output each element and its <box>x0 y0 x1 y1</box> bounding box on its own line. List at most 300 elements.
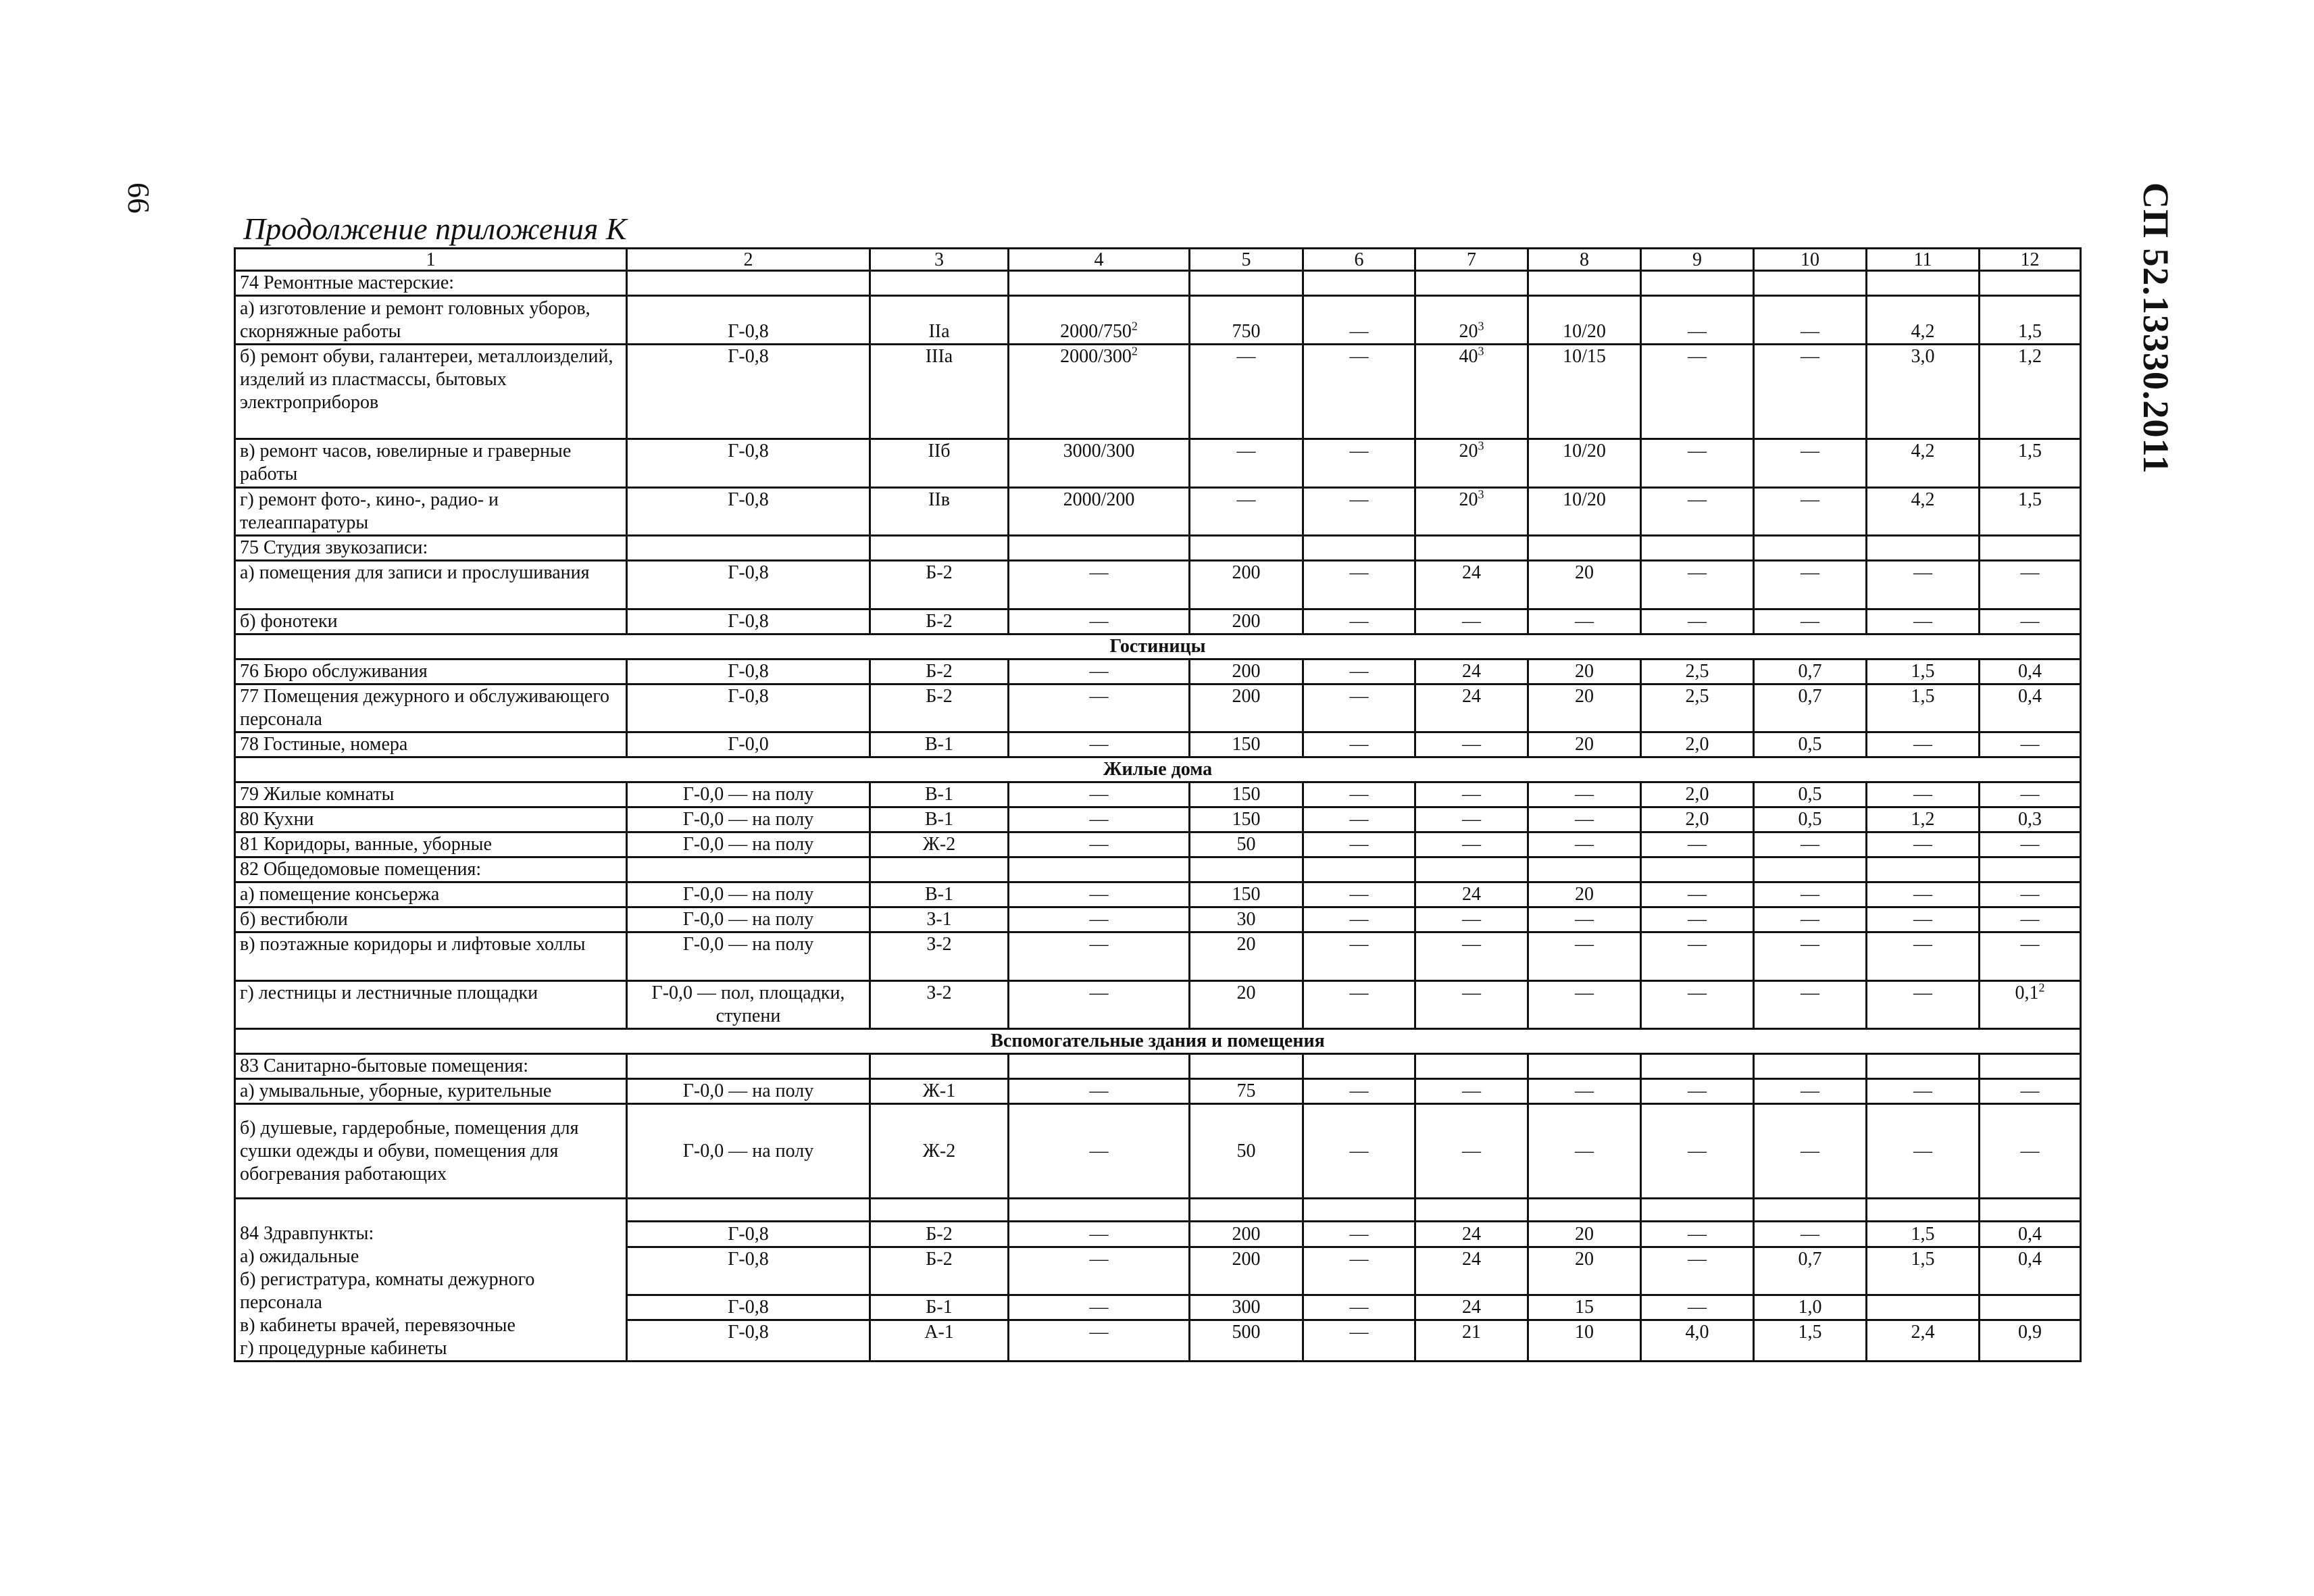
cell-col-12 <box>1980 832 2081 857</box>
row-label-text: б) вестибюли <box>240 909 348 930</box>
cell-col-10 <box>1754 1079 1867 1104</box>
row-label <box>235 832 627 857</box>
cell-col-4 <box>1009 1222 1190 1247</box>
cell-col-10 <box>1754 609 1867 634</box>
row-label <box>235 907 627 932</box>
cell-col-3 <box>870 345 1009 439</box>
cell-value: Б-2 <box>926 1223 953 1245</box>
cell-col-9 <box>1641 882 1754 907</box>
cell-value: 24 <box>1462 1248 1481 1270</box>
cell-col-6 <box>1303 684 1415 732</box>
cell-value: — <box>1575 809 1594 830</box>
group-header-row <box>235 857 2081 882</box>
cell-col-9 <box>1641 907 1754 932</box>
row-label <box>235 932 627 981</box>
cell-col-4 <box>1009 932 1190 981</box>
cell-value: 1,5 <box>1911 661 1935 682</box>
table-row <box>235 782 2081 807</box>
cell-value: 2,5 <box>1685 686 1709 707</box>
group-title: 75 Студия звукозаписи: <box>235 536 627 561</box>
cell-col-3 <box>870 932 1009 981</box>
cell-value: 2,0 <box>1685 809 1709 830</box>
row-label-text: б) ремонт обуви, галантереи, металлоизделий, изделий из пластмассы, бытовых электроприборов <box>240 346 613 413</box>
cell-value: — <box>1801 441 1819 462</box>
cell-value: — <box>1688 1297 1707 1318</box>
cell-col-9 <box>1641 1104 1754 1199</box>
cell-value: — <box>1688 562 1707 583</box>
cell-value: 2000/750 <box>1060 321 1132 342</box>
table-row <box>235 1104 2081 1199</box>
cell-value: — <box>1575 934 1594 955</box>
cell-col-6 <box>1303 345 1415 439</box>
cell-col-2 <box>627 561 870 609</box>
column-header: 3 <box>870 249 1009 271</box>
cell-col-11 <box>1867 907 1980 932</box>
row-label-text: г) лестницы и лестничные площадки <box>240 982 538 1003</box>
cell-col-7 <box>1415 488 1528 536</box>
cell-value: 20 <box>1575 1248 1594 1270</box>
column-header: 8 <box>1528 249 1641 271</box>
cell-value: 20 <box>1575 686 1594 707</box>
cell-col-8 <box>1528 1295 1641 1320</box>
cell-col-11 <box>1867 932 1980 981</box>
cell-col-2 <box>627 932 870 981</box>
cell-value: Г-0,0 — пол, площадки, ступени <box>651 982 845 1026</box>
footnote-mark: 2 <box>1131 344 1138 358</box>
cell-value: Ж-1 <box>922 1080 956 1101</box>
cell-value: — <box>2020 784 2040 805</box>
cell-col-9 <box>1641 1222 1754 1247</box>
cell-value: Г-0,8 <box>728 441 769 462</box>
column-header: 1 <box>235 249 627 271</box>
column-header: 5 <box>1190 249 1303 271</box>
cell-col-10 <box>1754 659 1867 684</box>
cell-value: — <box>1349 1322 1369 1343</box>
cell-value: — <box>1688 1140 1707 1162</box>
row-label <box>235 1104 627 1199</box>
table-caption: Продолжение приложения К <box>243 211 627 246</box>
cell-value: — <box>1801 562 1819 583</box>
cell-col-12 <box>1980 659 2081 684</box>
cell-value: — <box>1089 1140 1109 1162</box>
cell-col-3 <box>870 1104 1009 1199</box>
cell-value: — <box>1089 934 1109 955</box>
cell-col-2 <box>627 345 870 439</box>
section-row <box>235 757 2081 782</box>
cell-col-5 <box>1190 1247 1303 1295</box>
cell-value: 4,2 <box>1911 321 1935 342</box>
section-row <box>235 634 2081 659</box>
table-row <box>235 488 2081 536</box>
cell-col-7 <box>1415 932 1528 981</box>
cell-value: 0,3 <box>2018 809 2042 830</box>
cell-value: Б-2 <box>926 1248 953 1270</box>
cell-col-7 <box>1415 1295 1528 1320</box>
column-header: 11 <box>1867 249 1980 271</box>
cell-value: 3,0 <box>1911 346 1935 367</box>
cell-value: Г-0,0 <box>728 734 769 755</box>
footnote-mark: 2 <box>2038 980 2045 995</box>
cell-col-5 <box>1190 684 1303 732</box>
cell-value: — <box>1913 834 1932 855</box>
row-label <box>235 981 627 1029</box>
cell-value: 200 <box>1232 661 1261 682</box>
cell-value: 4,2 <box>1911 441 1935 462</box>
cell-col-3 <box>870 832 1009 857</box>
cell-value: 2,5 <box>1685 661 1709 682</box>
cell-value: — <box>1089 562 1109 583</box>
footnote-mark: 3 <box>1478 487 1484 501</box>
cell-col-6 <box>1303 732 1415 757</box>
cell-col-2 <box>627 732 870 757</box>
cell-value: — <box>1349 834 1369 855</box>
cell-col-6 <box>1303 907 1415 932</box>
cell-col-8 <box>1528 782 1641 807</box>
cell-col-6 <box>1303 882 1415 907</box>
table-row <box>235 609 2081 634</box>
cell-col-9 <box>1641 832 1754 857</box>
cell-col-5 <box>1190 659 1303 684</box>
column-header: 9 <box>1641 249 1754 271</box>
cell-value: 1,5 <box>1911 1223 1935 1245</box>
cell-value: — <box>1688 1223 1707 1245</box>
row-label <box>235 561 627 609</box>
cell-col-3 <box>870 907 1009 932</box>
cell-col-3 <box>870 732 1009 757</box>
cell-col-3 <box>870 1295 1009 1320</box>
cell-value: — <box>1462 784 1481 805</box>
cell-value: — <box>1913 909 1932 930</box>
cell-value: 20 <box>1236 934 1256 955</box>
cell-col-6 <box>1303 1222 1415 1247</box>
cell-col-6 <box>1303 561 1415 609</box>
cell-col-9 <box>1641 684 1754 732</box>
row-label-text: б) душевые, гардеробные, помещения для сушки одежды и обуви, помещения для обогревания работающих <box>240 1117 579 1184</box>
cell-col-4 <box>1009 807 1190 832</box>
cell-col-9 <box>1641 296 1754 345</box>
cell-value: 0,4 <box>2018 661 2042 682</box>
cell-value: — <box>1349 1080 1369 1101</box>
cell-col-2 <box>627 1247 870 1295</box>
cell-value: 10/20 <box>1563 489 1606 510</box>
cell-value: 1,5 <box>2018 489 2042 510</box>
cell-col-11 <box>1867 684 1980 732</box>
cell-value: 2,0 <box>1685 784 1709 805</box>
cell-value: 20 <box>1459 321 1478 342</box>
cell-value: — <box>1575 982 1594 1003</box>
cell-value: Г-0,8 <box>728 1248 769 1270</box>
footnote-mark: 3 <box>1478 319 1484 333</box>
cell-col-4 <box>1009 684 1190 732</box>
cell-col-8 <box>1528 488 1641 536</box>
cell-value: — <box>2020 1140 2040 1162</box>
cell-value: В-1 <box>925 784 953 805</box>
cell-value: — <box>1575 834 1594 855</box>
cell-col-11 <box>1867 1320 1980 1362</box>
group-84-cell <box>235 1199 627 1362</box>
cell-col-4 <box>1009 882 1190 907</box>
cell-value: — <box>1688 1248 1707 1270</box>
cell-value: Г-0,0 — на полу <box>682 884 814 905</box>
cell-value: 4,2 <box>1911 489 1935 510</box>
table-row <box>235 732 2081 757</box>
cell-value: — <box>1801 321 1819 342</box>
row-label-text: б) фонотеки <box>240 611 338 632</box>
cell-value: 24 <box>1462 661 1481 682</box>
row-label <box>235 807 627 832</box>
document-code: СП 52.13330.2011 <box>2136 182 2176 474</box>
cell-value: IIв <box>928 489 950 510</box>
cell-col-2 <box>627 1320 870 1362</box>
cell-value: — <box>1575 1140 1594 1162</box>
cell-value: З-1 <box>926 909 952 930</box>
subitem-label: а) ожидальные <box>240 1246 359 1267</box>
cell-value: — <box>1349 1297 1369 1318</box>
cell-value: — <box>1349 686 1369 707</box>
cell-col-9 <box>1641 488 1754 536</box>
section-title: Вспомогательные здания и помещения <box>235 1029 2081 1054</box>
cell-value: — <box>1089 884 1109 905</box>
cell-col-7 <box>1415 1104 1528 1199</box>
cell-col-7 <box>1415 561 1528 609</box>
cell-col-6 <box>1303 932 1415 981</box>
cell-value: — <box>1349 346 1369 367</box>
cell-col-12 <box>1980 782 2081 807</box>
group-header-row <box>235 536 2081 561</box>
cell-col-12 <box>1980 345 2081 439</box>
subitem-label: в) кабинеты врачей, перевязочные <box>240 1315 515 1336</box>
cell-col-12 <box>1980 732 2081 757</box>
cell-col-5 <box>1190 345 1303 439</box>
cell-value: — <box>1089 809 1109 830</box>
cell-col-8 <box>1528 932 1641 981</box>
cell-col-9 <box>1641 981 1754 1029</box>
cell-col-12 <box>1980 1247 2081 1295</box>
cell-col-5 <box>1190 1320 1303 1362</box>
cell-col-8 <box>1528 732 1641 757</box>
cell-value: Б-2 <box>926 611 953 632</box>
cell-col-5 <box>1190 907 1303 932</box>
cell-value: — <box>1688 834 1707 855</box>
row-label-text: в) ремонт часов, ювелирные и граверные работы <box>240 441 572 484</box>
cell-value: — <box>1349 321 1369 342</box>
cell-col-6 <box>1303 1295 1415 1320</box>
table-row <box>235 1199 2081 1222</box>
cell-col-7 <box>1415 439 1528 488</box>
row-label-text: г) ремонт фото-, кино-, радио- и телеаппаратуры <box>240 489 499 533</box>
cell-value: 0,4 <box>2018 1248 2042 1270</box>
cell-col-4 <box>1009 345 1190 439</box>
cell-col-10 <box>1754 832 1867 857</box>
cell-col-4 <box>1009 1104 1190 1199</box>
cell-value: 1,2 <box>1911 809 1935 830</box>
cell-value: — <box>1462 611 1481 632</box>
cell-col-2 <box>627 1079 870 1104</box>
cell-value: — <box>1913 562 1932 583</box>
cell-col-12 <box>1980 1079 2081 1104</box>
cell-value: — <box>1349 784 1369 805</box>
cell-col-2 <box>627 1295 870 1320</box>
cell-value: Ж-2 <box>922 834 956 855</box>
cell-col-5 <box>1190 882 1303 907</box>
cell-value: — <box>1913 934 1932 955</box>
row-label-text: а) изготовление и ремонт головных уборов, скорняжные работы <box>240 298 590 342</box>
cell-col-4 <box>1009 832 1190 857</box>
cell-col-6 <box>1303 807 1415 832</box>
cell-col-2 <box>627 1104 870 1199</box>
cell-col-10 <box>1754 1222 1867 1247</box>
cell-col-10 <box>1754 1247 1867 1295</box>
cell-col-2 <box>627 882 870 907</box>
subitem-label: г) процедурные кабинеты <box>240 1338 447 1359</box>
row-label <box>235 782 627 807</box>
cell-value: Г-0,8 <box>728 1223 769 1245</box>
cell-col-5 <box>1190 1079 1303 1104</box>
cell-col-10 <box>1754 561 1867 609</box>
group-title: 74 Ремонтные мастерские: <box>235 271 627 296</box>
cell-col-4 <box>1009 1079 1190 1104</box>
table-row <box>235 907 2081 932</box>
cell-value: — <box>1462 809 1481 830</box>
cell-value: 1,5 <box>2018 441 2042 462</box>
row-label-text: в) поэтажные коридоры и лифтовые холлы <box>240 934 586 955</box>
cell-value: Г-0,0 — на полу <box>682 1080 814 1101</box>
cell-col-2 <box>627 832 870 857</box>
cell-value: — <box>1688 1080 1707 1101</box>
cell-value: Ж-2 <box>922 1140 956 1162</box>
cell-value: — <box>1236 489 1256 510</box>
cell-value: — <box>1462 1080 1481 1101</box>
cell-value: З-2 <box>926 982 952 1003</box>
cell-value: — <box>1801 909 1819 930</box>
cell-value: — <box>1349 1223 1369 1245</box>
cell-col-4 <box>1009 981 1190 1029</box>
cell-value: 50 <box>1236 834 1256 855</box>
column-header: 10 <box>1754 249 1867 271</box>
cell-col-5 <box>1190 832 1303 857</box>
cell-value: — <box>1688 934 1707 955</box>
cell-value: IIIа <box>925 346 953 367</box>
cell-col-8 <box>1528 561 1641 609</box>
column-header: 4 <box>1009 249 1190 271</box>
cell-value: 1,0 <box>1798 1297 1822 1318</box>
cell-col-8 <box>1528 609 1641 634</box>
cell-col-12 <box>1980 1222 2081 1247</box>
cell-value: 2,0 <box>1685 734 1709 755</box>
row-label <box>235 1079 627 1104</box>
cell-col-11 <box>1867 1079 1980 1104</box>
cell-col-8 <box>1528 981 1641 1029</box>
group-header-row <box>235 1054 2081 1079</box>
cell-col-4 <box>1009 296 1190 345</box>
cell-value: — <box>1089 909 1109 930</box>
cell-value: 2,4 <box>1911 1322 1935 1343</box>
cell-value: — <box>1236 441 1256 462</box>
cell-value: — <box>1801 489 1819 510</box>
cell-col-3 <box>870 659 1009 684</box>
cell-value: 4,0 <box>1685 1322 1709 1343</box>
cell-col-5 <box>1190 1222 1303 1247</box>
cell-col-11 <box>1867 732 1980 757</box>
group-header-row <box>235 271 2081 296</box>
cell-value: — <box>1349 809 1369 830</box>
cell-value: — <box>1089 982 1109 1003</box>
cell-col-5 <box>1190 488 1303 536</box>
cell-value: — <box>1089 1297 1109 1318</box>
cell-col-5 <box>1190 1104 1303 1199</box>
cell-col-2 <box>627 684 870 732</box>
cell-col-7 <box>1415 807 1528 832</box>
cell-value: — <box>2020 884 2040 905</box>
cell-col-10 <box>1754 684 1867 732</box>
cell-col-10 <box>1754 932 1867 981</box>
cell-value: — <box>1089 784 1109 805</box>
cell-value: 200 <box>1232 686 1261 707</box>
cell-value: 150 <box>1232 784 1261 805</box>
cell-value: Г-0,8 <box>728 1297 769 1318</box>
cell-col-12 <box>1980 488 2081 536</box>
cell-col-6 <box>1303 659 1415 684</box>
cell-value: — <box>1349 441 1369 462</box>
cell-value: Г-0,8 <box>728 346 769 367</box>
cell-value: IIб <box>928 441 951 462</box>
cell-value: — <box>1349 562 1369 583</box>
cell-value: 0,4 <box>2018 1223 2042 1245</box>
row-label <box>235 659 627 684</box>
cell-value: 3000/300 <box>1063 441 1135 462</box>
cell-value: — <box>1349 1248 1369 1270</box>
cell-value: 2000/300 <box>1060 346 1132 367</box>
cell-value: — <box>2020 562 2040 583</box>
cell-value: 300 <box>1232 1297 1261 1318</box>
cell-col-2 <box>627 659 870 684</box>
cell-value: — <box>1089 1248 1109 1270</box>
cell-col-11 <box>1867 439 1980 488</box>
row-label-text: 81 Коридоры, ванные, уборные <box>240 834 492 855</box>
cell-col-9 <box>1641 561 1754 609</box>
cell-col-7 <box>1415 732 1528 757</box>
cell-value: 21 <box>1462 1322 1481 1343</box>
table-row <box>235 1079 2081 1104</box>
row-label-text: 76 Бюро обслуживания <box>240 661 428 682</box>
cell-col-2 <box>627 981 870 1029</box>
cell-col-11 <box>1867 782 1980 807</box>
cell-col-4 <box>1009 1295 1190 1320</box>
section-row <box>235 1029 2081 1054</box>
cell-value: 24 <box>1462 884 1481 905</box>
cell-col-3 <box>870 1222 1009 1247</box>
table-row <box>235 882 2081 907</box>
cell-value: А-1 <box>924 1322 954 1343</box>
cell-value: Б-2 <box>926 661 953 682</box>
cell-col-4 <box>1009 561 1190 609</box>
cell-value: Б-2 <box>926 686 953 707</box>
cell-value: 20 <box>1575 1223 1594 1245</box>
table-row <box>235 439 2081 488</box>
cell-col-8 <box>1528 684 1641 732</box>
cell-value: 10/20 <box>1563 441 1606 462</box>
cell-value: IIа <box>928 321 950 342</box>
cell-col-11 <box>1867 1222 1980 1247</box>
cell-value: — <box>1801 346 1819 367</box>
cell-col-8 <box>1528 659 1641 684</box>
cell-col-12 <box>1980 296 2081 345</box>
cell-value: — <box>1089 1223 1109 1245</box>
cell-value: — <box>1801 1223 1819 1245</box>
cell-value: — <box>1089 1080 1109 1101</box>
cell-value: 24 <box>1462 562 1481 583</box>
cell-value: 0,7 <box>1798 1248 1822 1270</box>
